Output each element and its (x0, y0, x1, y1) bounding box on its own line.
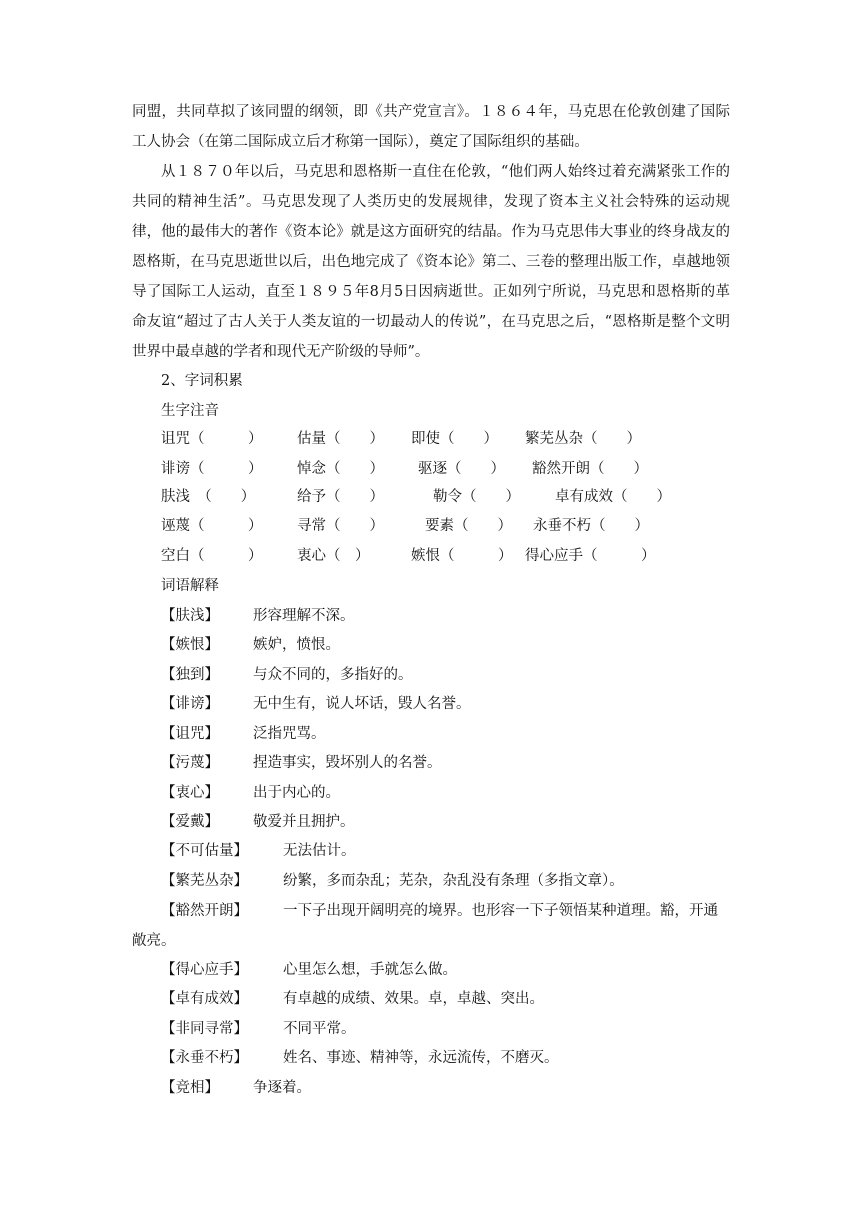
glossary-definition: 出于内心的。 (253, 785, 340, 801)
body-text (132, 97, 730, 367)
glossary-term: 【嫉恨】 (161, 637, 219, 653)
pronunciation-item: 诅咒（ ） (161, 431, 263, 447)
pronunciation-item: 勒令（ ） (433, 489, 520, 505)
pronunciation-item: 衷心（ ） (297, 548, 370, 564)
pronunciation-item: 即使（ ） (411, 431, 498, 447)
glossary-term: 【肤浅】 (161, 608, 219, 624)
glossary-term: 【竞相】 (161, 1080, 219, 1096)
pronunciation-item: 驱逐（ ） (418, 461, 505, 477)
pronunciation-item: 诬蔑（ ） (161, 518, 263, 534)
glossary-definition: 争逐着。 (253, 1080, 311, 1096)
pronunciation-item: 卓有成效（ ） (555, 489, 671, 505)
pronunciation-row (161, 454, 721, 484)
paragraph-marx-engels: 从１８７０年以后，马克思和恩格斯一直住在伦敦，“他们两人始终过着充满紧张工作的共同的精神生活”。马克思发现了人类历史的发展规律，发现了资本主义社会特殊的运动规律，他的最伟大的著作《资本论》就是这方面研究的结晶。作为马克思伟大事业的终身战友的恩格斯，在马克思逝世以后，出色地完成了《资本论》第二、三卷的整理出版工作，卓越地领导了国际工人运动，直至１８９５年8月5日因病逝世。正如列宁所说，马克思和恩格斯的革命友谊“超过了古人关于人类友谊的一切最动人的传说”，在马克思之后，“恩格斯是整个文明世界中最卓越的学者和现代无产阶级的导师”。 (132, 164, 730, 360)
glossary-term: 【不可估量】 (161, 843, 248, 859)
pronunciation-item: 要素（ ） (425, 518, 512, 534)
glossary-definition: 姓名、事迹、精神等，永远流传，不磨灭。 (283, 1050, 559, 1066)
pronunciation-item: 给予（ ） (297, 489, 384, 505)
section-title: 2、字词积累 (161, 373, 243, 389)
pronunciation-item: 空白（ ） (161, 548, 263, 564)
glossary-definition: 无法估计。 (283, 843, 356, 859)
pronunciation-row (161, 541, 721, 571)
pronunciation-item: 肤浅 （ ） (161, 489, 256, 505)
glossary-definition: 嫉妒，愤恨。 (253, 637, 340, 653)
pronunciation-row (161, 424, 721, 454)
glossary-term: 【繁芜丛杂】 (161, 873, 248, 889)
pronunciation-item: 寻常（ ） (297, 518, 384, 534)
pronunciation-row (161, 511, 721, 541)
glossary-term: 【衷心】 (161, 785, 219, 801)
pronunciation-item: 诽谤（ ） (161, 461, 263, 477)
glossary-term: 【豁然开朗】 (161, 903, 248, 919)
pronunciation-title: 生字注音 (161, 403, 219, 419)
glossary-definition: 无中生有，说人坏话，毁人名誉。 (253, 696, 471, 712)
pronunciation-item: 繁芜丛杂（ ） (525, 431, 641, 447)
pronunciation-item: 估量（ ） (297, 431, 384, 447)
glossary-definition: 捏造事实，毁坏别人的名誉。 (253, 755, 442, 771)
glossary-definition-continuation: 敞亮。 (132, 933, 176, 949)
glossary-definition: 敬爱并且拥护。 (253, 814, 355, 830)
pronunciation-item: 嫉恨（ ） (411, 548, 513, 564)
pronunciation-row (161, 482, 721, 512)
glossary-term: 【得心应手】 (161, 962, 248, 978)
paragraph-first-international: 同盟，共同草拟了该同盟的纲领，即《共产党宣言》。１８６４年，马克思在伦敦创建了国际工人协会（在第二国际成立后才称第一国际），奠定了国际组织的基础。 (132, 104, 730, 150)
glossary-definition: 泛指咒骂。 (253, 726, 326, 742)
glossary-term: 【诽谤】 (161, 696, 219, 712)
glossary-term: 【永垂不朽】 (161, 1050, 248, 1066)
glossary-definition: 一下子出现开阔明亮的境界。也形容一下子领悟某种道理。豁，开通 (283, 903, 718, 919)
glossary-definition: 心里怎么想，手就怎么做。 (283, 962, 457, 978)
glossary-definition: 有卓越的成绩、效果。卓，卓越、突出。 (283, 991, 544, 1007)
glossary-definition: 纷繁，多而杂乱；芜杂，杂乱没有条理（多指文章）。 (283, 873, 624, 889)
glossary-term: 【诅咒】 (161, 726, 219, 742)
glossary-term: 【非同寻常】 (161, 1021, 248, 1037)
glossary-definition: 不同平常。 (283, 1021, 356, 1037)
glossary-term: 【爱戴】 (161, 814, 219, 830)
glossary-term: 【污蔑】 (161, 755, 219, 771)
pronunciation-item: 悼念（ ） (297, 461, 384, 477)
glossary-term: 【独到】 (161, 667, 219, 683)
pronunciation-item: 永垂不朽（ ） (533, 518, 649, 534)
glossary-title: 词语解释 (161, 578, 219, 594)
pronunciation-item: 得心应手（ ） (525, 548, 656, 564)
glossary-definition: 与众不同的，多指好的。 (253, 667, 413, 683)
pronunciation-item: 豁然开朗（ ） (532, 461, 648, 477)
glossary-definition: 形容理解不深。 (253, 608, 355, 624)
glossary-term: 【卓有成效】 (161, 991, 248, 1007)
